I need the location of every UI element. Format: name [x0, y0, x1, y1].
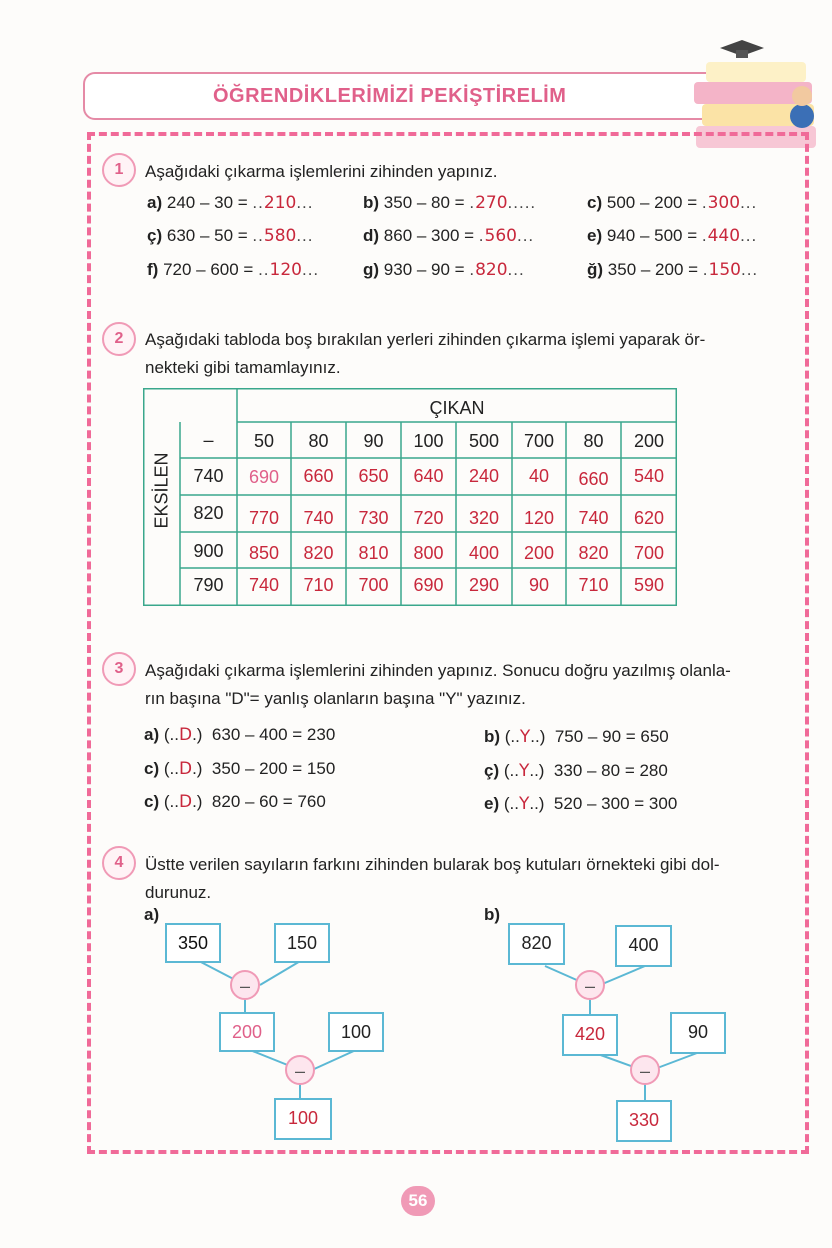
- q3-item-c-cedilla: ç) (..Y..) 330 – 80 = 280: [484, 761, 668, 781]
- table-row-eksilen: 790: [193, 575, 224, 595]
- q4-b-top-left-box: 820: [508, 923, 565, 965]
- q1-answer: 580: [263, 226, 297, 246]
- question-1-text: Aşağıdaki çıkarma işlemlerini zihinden yapınız.: [145, 162, 498, 181]
- table-cell: 740: [578, 508, 609, 528]
- question-3-number: 3: [102, 652, 136, 686]
- question-4-text-line1: Üstte verilen sayıların farkını zihinden bularak boş kutuları örnekteki gibi dol-: [145, 855, 720, 874]
- q1-answer: 820: [475, 260, 508, 280]
- question-2-text-line2: nekteki gibi tamamlayınız.: [145, 358, 341, 377]
- q4-a-middle-right-box: 100: [328, 1012, 384, 1052]
- q1-item-b: b) 350 – 80 = .270.....: [363, 193, 537, 213]
- table-column-header: 200: [633, 431, 665, 451]
- question-4-number: 4: [102, 846, 136, 880]
- q1-item-a: a) 240 – 30 = ..210...: [147, 193, 314, 213]
- q1-answer: 210: [263, 193, 297, 213]
- q1-item-c-cedilla: ç) 630 – 50 = ..580...: [147, 226, 314, 246]
- q1-item-e: e) 940 – 500 = .440...: [587, 226, 758, 246]
- q1-item-g: g) 930 – 90 = .820...: [363, 260, 525, 280]
- q1-answer: 300: [707, 193, 741, 213]
- table-column-header: 80: [583, 431, 604, 451]
- table-cell: 820: [578, 543, 609, 563]
- q4-b-bottom-box: 330: [616, 1100, 672, 1142]
- q4-b-middle-right-box: 90: [670, 1012, 726, 1054]
- table-cell: 700: [358, 575, 389, 595]
- table-column-header: 500: [468, 431, 500, 451]
- q4-a-top-right-box: 150: [274, 923, 330, 963]
- q3-item-a: a) (..D.) 630 – 400 = 230: [144, 725, 336, 745]
- q3-item-e: e) (..Y..) 520 – 300 = 300: [484, 794, 678, 814]
- q4-b-minus-icon-2: –: [630, 1055, 660, 1085]
- q1-item-c: c) 500 – 200 = .300...: [587, 193, 758, 213]
- table-cell: 710: [578, 575, 609, 595]
- q4-a-middle-box: 200: [219, 1012, 275, 1052]
- q4-a-minus-icon: –: [230, 970, 260, 1000]
- table-cell: 730: [358, 508, 389, 528]
- q4-a-bottom-box: 100: [274, 1098, 332, 1140]
- table-cell: 850: [248, 543, 280, 563]
- table-cell: 200: [523, 543, 555, 563]
- table-header-eksilen: EKSİLEN: [151, 452, 172, 529]
- table-cell: 540: [633, 466, 665, 486]
- q1-answer: 560: [484, 226, 517, 246]
- table-cell: 710: [303, 575, 334, 595]
- table-row-eksilen: 820: [193, 503, 224, 523]
- q3-item-b: b) (..Y..) 750 – 90 = 650: [484, 727, 669, 747]
- q1-item-f: f) 720 – 600 = ..120...: [147, 260, 320, 280]
- question-3-text-line2: rın başına "D"= yanlış olanların başına "Y" yazınız.: [145, 689, 526, 708]
- table-column-header: 90: [363, 431, 384, 451]
- q1-answer: 440: [707, 226, 741, 246]
- q3-item-c: c) (..D.) 350 – 200 = 150: [144, 759, 336, 779]
- page-number: 56: [401, 1186, 435, 1216]
- q4-a-top-left-box: 350: [165, 923, 221, 963]
- question-2-number: 2: [102, 322, 136, 356]
- page-title: ÖĞRENDİKLERİMİZİ PEKİŞTİRELİM: [213, 85, 567, 107]
- q1-item-g-breve: ğ) 350 – 200 = .150...: [587, 260, 759, 280]
- question-4-text-line2: durunuz.: [145, 883, 212, 902]
- table-cell: 400: [468, 543, 500, 563]
- question-1-number: 1: [102, 153, 136, 187]
- table-column-header: 100: [413, 431, 444, 451]
- q4-a-label: a): [144, 905, 160, 924]
- table-cell: 120: [523, 508, 555, 528]
- q1-answer: 150: [708, 260, 741, 280]
- table-cell: 740: [248, 575, 280, 595]
- q1-answer: 120: [269, 260, 302, 280]
- question-3-text-line1: Aşağıdaki çıkarma işlemlerini zihinden yapınız. Sonucu doğru yazılmış olanla-: [145, 661, 731, 680]
- q1-answer: 270: [475, 193, 508, 213]
- table-cell: 770: [248, 508, 280, 528]
- table-cell: 240: [468, 466, 500, 486]
- table-row-eksilen: 740: [193, 466, 224, 486]
- table-cell: 690: [413, 575, 444, 595]
- table-cell: 800: [413, 543, 444, 563]
- q4-b-top-right-box: 400: [615, 925, 672, 967]
- table-cell: 90: [528, 575, 550, 595]
- table-cell: 640: [413, 466, 444, 486]
- table-cell: 590: [633, 575, 665, 595]
- table-cell: 660: [578, 469, 609, 489]
- table-cell: 650: [358, 466, 389, 486]
- q4-a-minus-icon-2: –: [285, 1055, 315, 1085]
- q4-b-middle-box: 420: [562, 1014, 618, 1056]
- table-cell: 320: [468, 508, 500, 528]
- table-cell: 290: [468, 575, 500, 595]
- table-cell: 690: [248, 467, 280, 487]
- q1-item-d: d) 860 – 300 = .560...: [363, 226, 535, 246]
- table-cell: 820: [303, 543, 334, 563]
- table-cell: 810: [358, 543, 389, 563]
- table-cell: 720: [413, 508, 444, 528]
- table-column-header: 50: [253, 431, 275, 451]
- q4-b-label: b): [484, 905, 501, 924]
- table-cell: 620: [633, 508, 665, 528]
- table-cell: 660: [303, 466, 334, 486]
- q3-item-c2: c) (..D.) 820 – 60 = 760: [144, 792, 326, 812]
- table-column-header: 80: [308, 431, 329, 451]
- table-cell: 700: [633, 543, 665, 563]
- table-cell: 40: [528, 466, 550, 486]
- table-cell: 740: [303, 508, 334, 528]
- table-column-header: 700: [523, 431, 555, 451]
- table-row-eksilen: 900: [193, 541, 224, 561]
- table-header-cikan: ÇIKAN: [429, 398, 485, 418]
- q4-b-minus-icon: –: [575, 970, 605, 1000]
- question-2-text-line1: Aşağıdaki tabloda boş bırakılan yerleri zihinden çıkarma işlemi yaparak ör-: [145, 330, 706, 349]
- table-corner-minus: –: [203, 430, 214, 450]
